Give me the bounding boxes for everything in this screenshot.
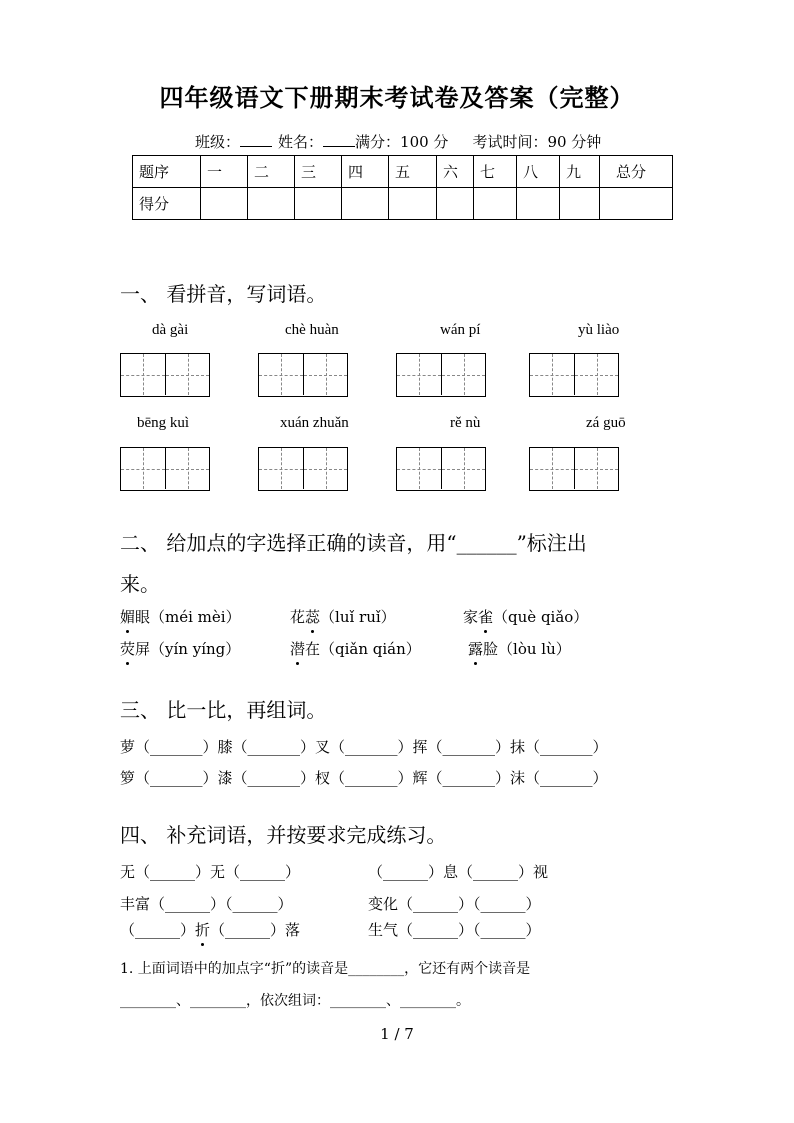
writing-cell[interactable] (397, 354, 441, 395)
item-text: （què qiǎo） (493, 608, 589, 626)
pinyin-label: xuán zhuǎn (280, 415, 349, 431)
dotted-char: 潜 (290, 640, 306, 658)
pinyin-label: yù liào (578, 322, 620, 338)
class-blank[interactable] (240, 132, 272, 147)
reading-item (290, 606, 396, 627)
writing-box[interactable] (258, 447, 348, 491)
name-blank[interactable] (323, 132, 355, 147)
pinyin-label: wán pí (440, 322, 481, 338)
item-text: （luǐ ruǐ） (320, 608, 396, 626)
score-header-cell: 题序 (133, 156, 201, 188)
writing-cell[interactable] (259, 448, 303, 489)
writing-cell[interactable] (574, 354, 618, 395)
score-header-row (133, 156, 673, 188)
score-header-cell: 一 (201, 156, 248, 188)
item-text: 在（qiǎn qián） (305, 640, 421, 658)
idiom-item: （______）息（______）视 (368, 863, 549, 881)
reading-item (468, 638, 571, 659)
pinyin-label: zá guō (586, 415, 626, 431)
item-text: 眼（méi mèi） (135, 608, 241, 626)
writing-cell[interactable] (121, 354, 165, 395)
writing-box[interactable] (120, 353, 210, 397)
writing-cell[interactable] (441, 448, 485, 489)
score-header-cell: 六 (437, 156, 474, 188)
compare-line: 萝（_______）膝（_______）叉（_______）挥（_______）抹（_______） (120, 738, 608, 756)
writing-cell[interactable] (303, 354, 347, 395)
score-row (133, 188, 673, 220)
writing-cell[interactable] (441, 354, 485, 395)
reading-item (120, 638, 240, 659)
writing-cell[interactable] (397, 448, 441, 489)
reading-item (120, 606, 241, 627)
question-text: 1. 上面词语中的加点字“折”的读音是________，它还有两个读音是 (120, 961, 531, 977)
writing-box[interactable] (258, 353, 348, 397)
exam-info (195, 131, 601, 152)
section2-heading: 二、 给加点的字选择正确的读音，用“______”标注出 (120, 531, 587, 555)
score-cell[interactable] (248, 188, 295, 220)
idiom-item (120, 919, 300, 940)
score-cell[interactable] (389, 188, 437, 220)
page-title: 四年级语文下册期末考试卷及答案（完整） (159, 83, 635, 112)
section4-heading: 四、 补充词语，并按要求完成练习。 (120, 823, 447, 847)
writing-box[interactable] (529, 353, 619, 397)
reading-item (290, 638, 421, 659)
pinyin-label: chè huàn (285, 322, 339, 338)
item-text: 屏（yín yíng） (135, 640, 241, 658)
question-text: ________、________，依次组词：________、________。 (120, 993, 470, 1009)
idiom-item: 丰富（______）（______） (120, 895, 293, 913)
writing-cell[interactable] (165, 354, 209, 395)
writing-box[interactable] (529, 447, 619, 491)
dotted-char: 荧 (120, 640, 136, 658)
compare-line: 箩（_______）漆（_______）杈（_______）辉（_______）沫（_______） (120, 769, 608, 787)
item-text: 脸（lòu lù） (483, 640, 571, 658)
writing-cell[interactable] (530, 448, 574, 489)
score-header-cell: 七 (474, 156, 517, 188)
section3-heading: 三、 比一比，再组词。 (120, 698, 327, 722)
score-cell[interactable] (342, 188, 389, 220)
writing-cell[interactable] (121, 448, 165, 489)
exam-time: 考试时间：90 分钟 (472, 133, 602, 151)
writing-cell[interactable] (530, 354, 574, 395)
idiom-item: 变化（______）（______） (368, 895, 541, 913)
item-text: 花 (290, 608, 306, 626)
writing-box[interactable] (120, 447, 210, 491)
score-cell[interactable] (295, 188, 342, 220)
class-label: 班级： (195, 133, 241, 151)
writing-cell[interactable] (165, 448, 209, 489)
writing-box[interactable] (396, 353, 486, 397)
idiom-item: 生气（______）（______） (368, 921, 541, 939)
writing-box[interactable] (396, 447, 486, 491)
score-cell[interactable] (517, 188, 560, 220)
score-header-cell: 三 (295, 156, 342, 188)
dotted-char: 折 (195, 921, 211, 939)
score-cell[interactable] (437, 188, 474, 220)
score-cell[interactable] (600, 188, 673, 220)
score-header-cell: 五 (389, 156, 437, 188)
score-cell[interactable] (560, 188, 600, 220)
score-header-cell: 九 (560, 156, 600, 188)
dotted-char: 蕊 (305, 608, 321, 626)
writing-cell[interactable] (574, 448, 618, 489)
section1-heading: 一、 看拼音，写词语。 (120, 282, 327, 306)
item-text: 家 (463, 608, 479, 626)
reading-item (463, 606, 588, 627)
page-number: 1 / 7 (380, 1025, 414, 1043)
score-cell[interactable] (474, 188, 517, 220)
pinyin-label: dà gài (152, 322, 189, 338)
dotted-char: 媚 (120, 608, 136, 626)
item-text: （______） (120, 921, 196, 939)
score-header-cell: 四 (342, 156, 389, 188)
score-header-cell: 二 (248, 156, 295, 188)
full-score: 满分：100 分 (355, 133, 449, 151)
writing-cell[interactable] (259, 354, 303, 395)
score-row-label: 得分 (133, 188, 201, 220)
dotted-char: 露 (468, 640, 484, 658)
idiom-item: 无（______）无（______） (120, 863, 301, 881)
score-cell[interactable] (201, 188, 248, 220)
name-label: 姓名： (278, 133, 324, 151)
writing-cell[interactable] (303, 448, 347, 489)
pinyin-label: rě nù (450, 415, 481, 431)
item-text: （______）落 (210, 921, 301, 939)
section2-heading-cont: 来。 (120, 572, 160, 596)
score-header-cell: 总分 (600, 156, 673, 188)
score-table (132, 155, 673, 220)
pinyin-label: bēng kuì (137, 415, 190, 431)
score-header-cell: 八 (517, 156, 560, 188)
dotted-char: 雀 (478, 608, 494, 626)
